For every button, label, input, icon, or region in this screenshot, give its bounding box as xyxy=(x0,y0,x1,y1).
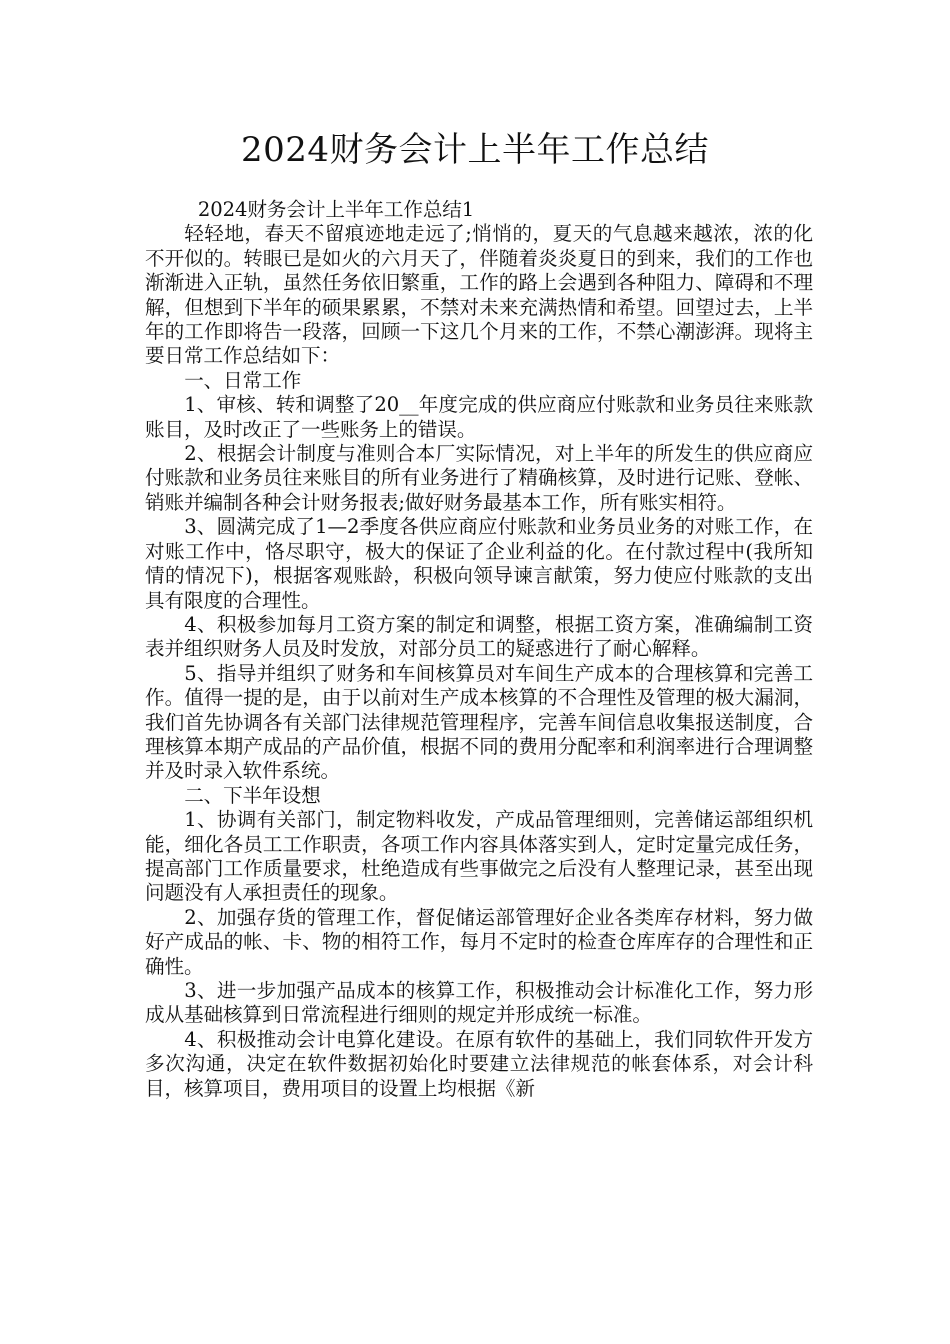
paragraph-plan-1: 1、协调有关部门，制定物料收发，产成品管理细则，完善储运部组织机能，细化各员工工作职责，各项工作内容具体落实到人，定时定量完成任务，提高部门工作质量要求，杜绝造成有些事做完之后没有人整理记录，甚至出现问题没有人承担责任的现象。 xyxy=(145,808,813,905)
paragraph-daily-work-2: 2、根据会计制度与准则合本厂实际情况，对上半年的所发生的供应商应付账款和业务员往来账目的所有业务进行了精确核算，及时进行记账、登帐、销账并编制各种会计财务报表;做好财务最基本工作，所有账实相符。 xyxy=(145,442,813,514)
section-heading-daily-work: 一、日常工作 xyxy=(184,368,302,392)
section-heading-second-half-plan: 二、下半年设想 xyxy=(184,783,321,807)
paragraph-daily-work-5: 5、指导并组织了财务和车间核算员对车间生产成本的合理核算和完善工作。值得一提的是，由于以前对生产成本核算的不合理性及管理的极大漏洞，我们首先协调各有关部门法律规范管理程序，完善车间信息收集报送制度，合理核算本期产成品的产品价值，根据不同的费用分配率和利润率进行合理调整并及时录入软件系统。 xyxy=(145,661,813,783)
paragraph-plan-3: 3、进一步加强产品成本的核算工作，积极推动会计标准化工作，努力形成从基础核算到日常流程进行细则的规定并形成统一标准。 xyxy=(145,979,813,1027)
document-title: 2024财务会计上半年工作总结 xyxy=(240,130,710,170)
paragraph-intro: 轻轻地，春天不留痕迹地走远了;悄悄的，夏天的气息越来越浓，浓的化不开似的。转眼已是如火的六月天了，伴随着炎炎夏日的到来，我们的工作也渐渐进入正轨，虽然任务依旧繁重，工作的路上会遇到各种阻力、障碍和不理解，但想到下半年的硕果累累，不禁对未来充满热情和希望。回望过去，上半年的工作即将告一段落，回顾一下这几个月来的工作，不禁心潮澎湃。现将主要日常工作总结如下： xyxy=(145,222,813,368)
paragraph-daily-work-4: 4、积极参加每月工资方案的制定和调整，根据工资方案，准确编制工资表并组织财务人员及时发放，对部分员工的疑惑进行了耐心解释。 xyxy=(145,612,813,661)
paragraph-plan-2: 2、加强存货的管理工作，督促储运部管理好企业各类库存材料，努力做好产成品的帐、卡、物的相符工作，每月不定时的检查仓库库存的合理性和正确性。 xyxy=(145,905,813,978)
paragraph-plan-4: 4、积极推动会计电算化建设。在原有软件的基础上，我们同软件开发方多次沟通，决定在软件数据初始化时要建立法律规范的帐套体系，对会计科目，核算项目，费用项目的设置上均根据《新 xyxy=(145,1027,813,1100)
paragraph-daily-work-1: 1、审核、转和调整了20__年度完成的供应商应付账款和业务员往来账款账目，及时改正了一些账务上的错误。 xyxy=(145,393,813,441)
document-subtitle: 2024财务会计上半年工作总结1 xyxy=(197,198,475,221)
paragraph-daily-work-3: 3、圆满完成了1—2季度各供应商应付账款和业务员业务的对账工作，在对账工作中，恪尽职守，极大的保证了企业利益的化。在付款过程中(我所知情的情况下)，根据客观账龄，积极向领导谏言献策，努力使应付账款的支出具有限度的合理性。 xyxy=(145,515,813,612)
document-body xyxy=(145,198,813,1101)
